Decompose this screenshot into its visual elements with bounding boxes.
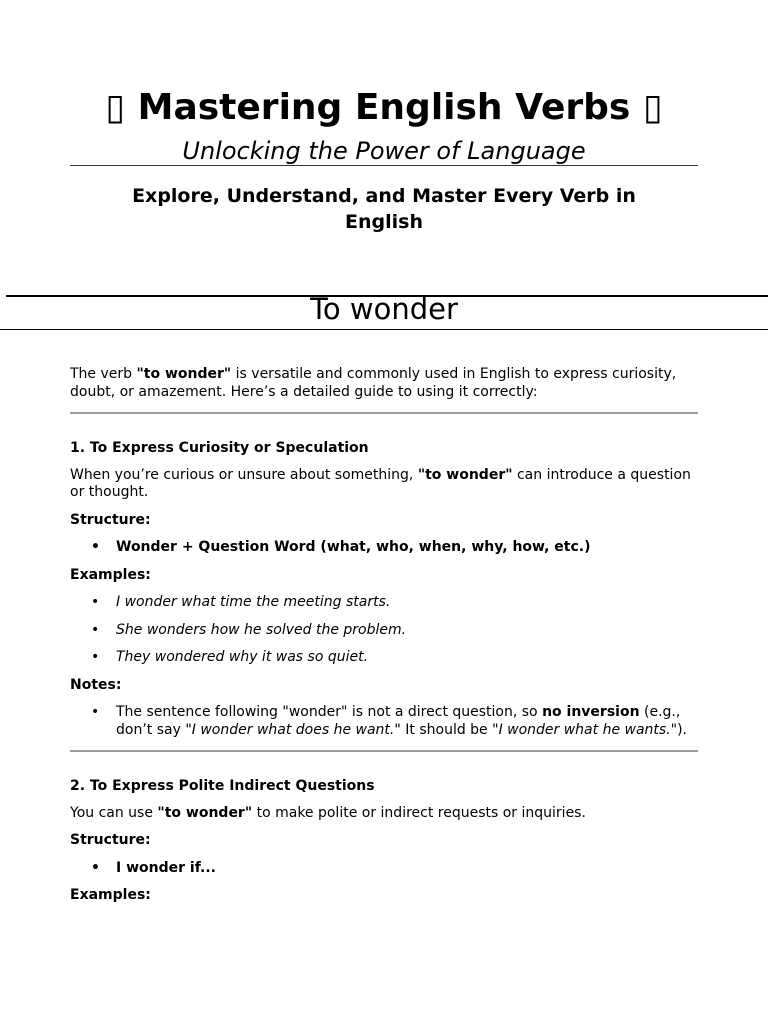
note-text: ").	[670, 721, 688, 738]
verb-title: To wonder	[310, 292, 458, 326]
examples-list	[70, 594, 698, 667]
example-item: • I wonder what time the meeting starts.	[116, 594, 698, 612]
intro-suffix: is versatile and commonly used in English to express curiosity, doubt, or amazement. Here’s a detailed guide to using it correctly:	[70, 366, 677, 400]
tagline: Explore, Understand, and Master Every Verb in English	[132, 185, 636, 233]
structure-list	[70, 860, 698, 878]
verb-band-bottom-rule	[0, 329, 768, 330]
description-verb: "to wonder"	[157, 804, 253, 821]
note-text: " It should be "	[394, 721, 499, 738]
section-title: 2. To Express Polite Indirect Questions	[70, 778, 375, 794]
notes-list	[70, 704, 698, 739]
description-suffix: to make polite or indirect requests or inquiries.	[252, 804, 586, 821]
note-item	[116, 704, 698, 739]
notes-label: Notes:	[70, 676, 122, 693]
note-wrong-example: I wonder what does he want.	[191, 721, 395, 738]
structure-label: Structure:	[70, 832, 151, 848]
section-divider	[70, 750, 698, 752]
section-title: 1. To Express Curiosity or Speculation	[70, 440, 369, 456]
intro-verb: "to wonder"	[136, 366, 232, 382]
description-verb: "to wonder"	[417, 466, 513, 483]
document-content	[70, 366, 698, 915]
note-text: The sentence following "wonder" is not a direct question, so	[116, 704, 543, 720]
subtitle: Unlocking the Power of Language	[182, 137, 586, 165]
section-divider	[70, 412, 698, 414]
intro-paragraph	[70, 366, 698, 401]
structure-item: • Wonder + Question Word (what, who, when, why, how, etc.)	[116, 539, 698, 557]
structure-label: Structure:	[70, 511, 151, 528]
section-description	[70, 467, 698, 502]
header-divider	[70, 165, 698, 166]
example-item: • They wondered why it was so quiet.	[116, 649, 698, 667]
note-emphasis: no inversion	[542, 704, 640, 720]
intro-prefix: The verb	[70, 366, 137, 382]
structure-item: • I wonder if...	[116, 860, 698, 878]
description-suffix: can introduce a question or thought.	[70, 466, 691, 500]
note-right-example: I wonder what he wants.	[498, 721, 671, 738]
note-text: (e.g., don’t say "	[116, 704, 681, 738]
structure-list	[70, 539, 698, 557]
main-title: ▯ Mastering English Verbs ▯	[105, 87, 663, 128]
examples-label: Examples:	[70, 887, 151, 903]
section-description	[70, 805, 698, 823]
example-item: • She wonders how he solved the problem.	[116, 622, 698, 640]
description-prefix: When you’re curious or unsure about something,	[70, 466, 418, 483]
examples-label: Examples:	[70, 566, 151, 583]
description-prefix: You can use	[70, 804, 158, 821]
